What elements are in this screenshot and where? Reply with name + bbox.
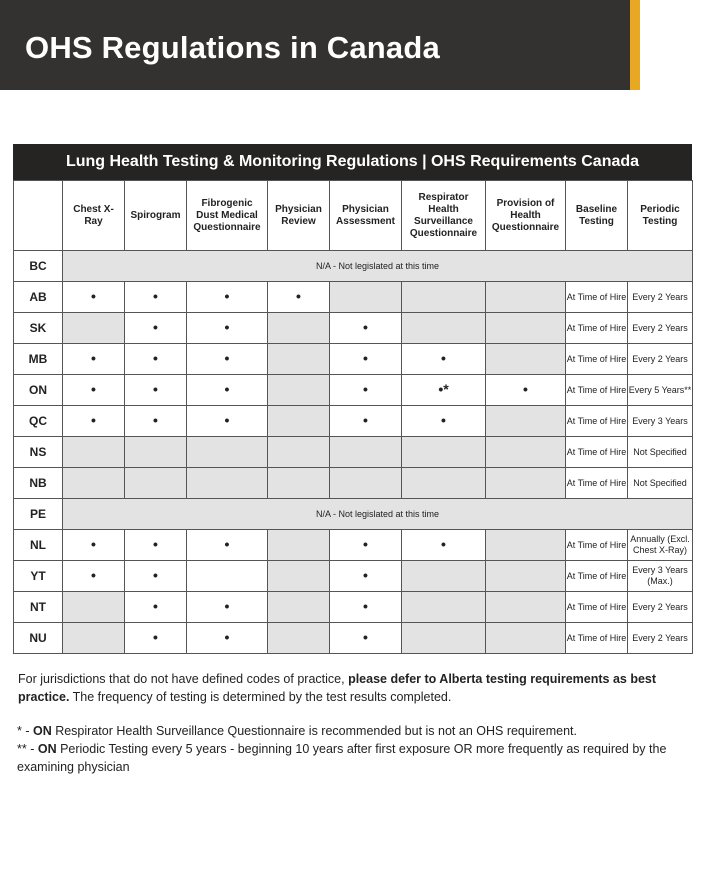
requirement-cell xyxy=(63,561,125,592)
periodic-testing-cell: Not Specified xyxy=(628,468,693,499)
requirement-cell xyxy=(268,437,330,468)
requirement-cell xyxy=(330,561,402,592)
requirement-cell xyxy=(63,313,125,344)
requirement-cell xyxy=(125,406,187,437)
requirement-cell xyxy=(486,530,566,561)
requirement-cell xyxy=(63,530,125,561)
footnote-2-mark: ** - xyxy=(17,742,35,756)
requirement-cell xyxy=(63,344,125,375)
baseline-testing-cell: At Time of Hire xyxy=(566,623,628,654)
table-row xyxy=(14,592,693,623)
province-code: NL xyxy=(14,530,63,561)
required-marker: • xyxy=(363,535,368,552)
province-code: NB xyxy=(14,468,63,499)
table-header-row xyxy=(14,181,693,251)
province-code: NT xyxy=(14,592,63,623)
required-marker: • xyxy=(153,535,158,552)
periodic-testing-cell: Every 5 Years** xyxy=(628,375,693,406)
requirement-cell xyxy=(125,282,187,313)
requirement-cell xyxy=(187,344,268,375)
header-cell: Spirogram xyxy=(125,181,187,251)
table-row xyxy=(14,468,693,499)
requirement-cell xyxy=(268,313,330,344)
province-code: PE xyxy=(14,499,63,530)
required-marker: • xyxy=(441,535,446,552)
required-marker: • xyxy=(153,287,158,304)
requirement-cell xyxy=(63,406,125,437)
required-marker: • xyxy=(363,318,368,335)
required-marker: • xyxy=(91,566,96,583)
footnote-1 xyxy=(17,722,697,740)
baseline-testing-cell: At Time of Hire xyxy=(566,406,628,437)
required-marker: • xyxy=(441,349,446,366)
requirement-cell xyxy=(268,530,330,561)
requirement-cell xyxy=(486,623,566,654)
header-cell: Chest X-Ray xyxy=(63,181,125,251)
requirement-cell xyxy=(330,468,402,499)
required-marker: • xyxy=(224,380,230,397)
footnote-1-province: ON xyxy=(32,724,52,738)
header-cell-province xyxy=(14,181,63,251)
table-row xyxy=(14,623,693,654)
requirement-cell xyxy=(268,561,330,592)
table-row xyxy=(14,561,693,592)
table-row xyxy=(14,499,693,530)
requirement-cell xyxy=(402,530,486,561)
regulations-table xyxy=(13,180,693,654)
requirement-cell xyxy=(125,437,187,468)
province-code: QC xyxy=(14,406,63,437)
baseline-testing-cell: At Time of Hire xyxy=(566,437,628,468)
requirement-cell xyxy=(268,592,330,623)
requirement-cell xyxy=(486,375,566,406)
required-marker: • xyxy=(91,349,96,366)
baseline-testing-cell: At Time of Hire xyxy=(566,530,628,561)
requirement-cell xyxy=(125,468,187,499)
requirement-cell xyxy=(486,592,566,623)
requirement-cell xyxy=(125,530,187,561)
required-marker: • xyxy=(91,380,96,397)
requirement-cell xyxy=(63,437,125,468)
required-marker: • xyxy=(153,566,158,583)
required-marker: •* xyxy=(438,380,449,397)
periodic-testing-cell: Not Specified xyxy=(628,437,693,468)
requirement-cell xyxy=(402,437,486,468)
header-accent-stripe xyxy=(630,0,640,90)
required-marker: • xyxy=(363,566,368,583)
requirement-cell xyxy=(402,282,486,313)
requirement-cell xyxy=(268,375,330,406)
requirement-cell xyxy=(330,375,402,406)
table-row xyxy=(14,406,693,437)
required-marker: • xyxy=(363,380,368,397)
required-marker: • xyxy=(224,349,230,366)
baseline-testing-cell: At Time of Hire xyxy=(566,468,628,499)
province-code: AB xyxy=(14,282,63,313)
required-marker: • xyxy=(363,349,368,366)
requirement-cell xyxy=(63,468,125,499)
requirement-cell xyxy=(187,437,268,468)
province-code: BC xyxy=(14,251,63,282)
periodic-testing-cell: Every 3 Years (Max.) xyxy=(628,561,693,592)
requirement-cell xyxy=(63,282,125,313)
requirement-cell xyxy=(187,282,268,313)
requirement-cell xyxy=(187,468,268,499)
requirement-cell xyxy=(486,313,566,344)
best-practice-note xyxy=(18,670,688,706)
requirement-cell xyxy=(486,561,566,592)
requirement-cell xyxy=(402,406,486,437)
required-marker: • xyxy=(91,411,96,428)
requirement-cell xyxy=(187,530,268,561)
note-suffix-text: The frequency of testing is determined by the test results completed. xyxy=(69,690,452,704)
footnote-1-mark: * - xyxy=(17,724,30,738)
required-marker: • xyxy=(224,287,230,304)
requirement-cell xyxy=(187,375,268,406)
note-text: For jurisdictions that do not have defined codes of practice, xyxy=(18,672,349,686)
province-code: YT xyxy=(14,561,63,592)
required-marker: • xyxy=(153,318,158,335)
not-legislated-cell: N/A - Not legislated at this time xyxy=(63,499,693,530)
baseline-testing-cell: At Time of Hire xyxy=(566,282,628,313)
baseline-testing-cell: At Time of Hire xyxy=(566,313,628,344)
required-marker: • xyxy=(363,411,368,428)
table-body xyxy=(14,251,693,654)
required-marker: • xyxy=(441,411,446,428)
requirement-cell xyxy=(486,344,566,375)
table-row xyxy=(14,344,693,375)
requirement-cell xyxy=(63,623,125,654)
periodic-testing-cell: Every 2 Years xyxy=(628,623,693,654)
header-cell: Physician Assessment xyxy=(330,181,402,251)
required-marker: • xyxy=(224,597,230,614)
not-legislated-cell: N/A - Not legislated at this time xyxy=(63,251,693,282)
requirement-cell xyxy=(486,406,566,437)
province-code: ON xyxy=(14,375,63,406)
table-title: Lung Health Testing & Monitoring Regulations | OHS Requirements Canada xyxy=(13,144,692,180)
baseline-testing-cell: At Time of Hire xyxy=(566,592,628,623)
required-marker: • xyxy=(153,349,158,366)
page-title: OHS Regulations in Canada xyxy=(25,30,440,65)
requirement-cell xyxy=(125,313,187,344)
requirement-cell xyxy=(125,592,187,623)
requirement-cell xyxy=(486,282,566,313)
requirement-cell xyxy=(330,282,402,313)
requirement-cell xyxy=(268,282,330,313)
requirement-cell xyxy=(268,406,330,437)
requirement-cell xyxy=(187,592,268,623)
requirement-cell xyxy=(402,375,486,406)
requirement-cell xyxy=(330,344,402,375)
periodic-testing-cell: Every 2 Years xyxy=(628,313,693,344)
requirement-cell xyxy=(330,623,402,654)
table-row xyxy=(14,530,693,561)
requirement-cell xyxy=(125,561,187,592)
baseline-testing-cell: At Time of Hire xyxy=(566,344,628,375)
footnote-2-province: ON xyxy=(37,742,57,756)
requirement-cell xyxy=(63,375,125,406)
requirement-cell xyxy=(187,406,268,437)
province-code: MB xyxy=(14,344,63,375)
required-marker: • xyxy=(224,628,230,645)
table-row xyxy=(14,375,693,406)
requirement-cell xyxy=(402,592,486,623)
baseline-testing-cell: At Time of Hire xyxy=(566,375,628,406)
requirement-cell xyxy=(330,313,402,344)
regulations-table-container xyxy=(13,144,692,654)
required-marker: • xyxy=(363,597,368,614)
requirement-cell xyxy=(330,406,402,437)
periodic-testing-cell: Annually (Excl. Chest X-Ray) xyxy=(628,530,693,561)
province-code: NU xyxy=(14,623,63,654)
table-row xyxy=(14,437,693,468)
requirement-cell xyxy=(125,623,187,654)
required-marker: • xyxy=(224,535,230,552)
province-code: SK xyxy=(14,313,63,344)
requirement-cell xyxy=(402,561,486,592)
header-cell: Periodic Testing xyxy=(628,181,693,251)
header-cell: Respirator Health Surveillance Questionnaire xyxy=(402,181,486,251)
required-marker: • xyxy=(296,287,301,304)
required-marker: • xyxy=(153,380,158,397)
requirement-cell xyxy=(268,344,330,375)
required-marker: • xyxy=(363,628,368,645)
periodic-testing-cell: Every 2 Years xyxy=(628,344,693,375)
requirement-cell xyxy=(125,375,187,406)
requirement-cell xyxy=(187,561,268,592)
note-bold-text: please defer to Alberta testing requirements as best practice. xyxy=(18,672,657,704)
requirement-cell xyxy=(268,468,330,499)
periodic-testing-cell: Every 3 Years xyxy=(628,406,693,437)
table-row xyxy=(14,313,693,344)
requirement-cell xyxy=(330,437,402,468)
requirement-cell xyxy=(63,592,125,623)
requirement-cell xyxy=(330,530,402,561)
baseline-testing-cell: At Time of Hire xyxy=(566,561,628,592)
requirement-cell xyxy=(402,344,486,375)
header-cell: Provision of Health Questionnaire xyxy=(486,181,566,251)
header-cell: Fibrogenic Dust Medical Questionnaire xyxy=(187,181,268,251)
table-row xyxy=(14,282,693,313)
requirement-cell xyxy=(187,313,268,344)
periodic-testing-cell: Every 2 Years xyxy=(628,282,693,313)
requirement-cell xyxy=(125,344,187,375)
footnote-2 xyxy=(17,740,689,776)
requirement-cell xyxy=(187,623,268,654)
required-marker: • xyxy=(153,628,158,645)
requirement-cell xyxy=(402,468,486,499)
requirement-cell xyxy=(402,313,486,344)
required-marker: • xyxy=(91,287,96,304)
requirement-cell xyxy=(330,592,402,623)
required-marker: • xyxy=(523,380,528,397)
required-marker: • xyxy=(91,535,96,552)
required-marker: • xyxy=(153,411,158,428)
header-cell: Baseline Testing xyxy=(566,181,628,251)
required-marker: • xyxy=(224,318,230,335)
footnote-2-text: Periodic Testing every 5 years - beginning 10 years after first exposure OR more frequently as required by the examining physician xyxy=(17,742,667,774)
province-code: NS xyxy=(14,437,63,468)
header-cell: Physician Review xyxy=(268,181,330,251)
required-marker: • xyxy=(153,597,158,614)
requirement-cell xyxy=(268,623,330,654)
periodic-testing-cell: Every 2 Years xyxy=(628,592,693,623)
table-row xyxy=(14,251,693,282)
footnote-1-text: Respirator Health Surveillance Questionnaire is recommended but is not an OHS requirement. xyxy=(51,724,577,738)
requirement-cell xyxy=(486,437,566,468)
requirement-cell xyxy=(486,468,566,499)
requirement-cell xyxy=(402,623,486,654)
required-marker: • xyxy=(224,411,230,428)
